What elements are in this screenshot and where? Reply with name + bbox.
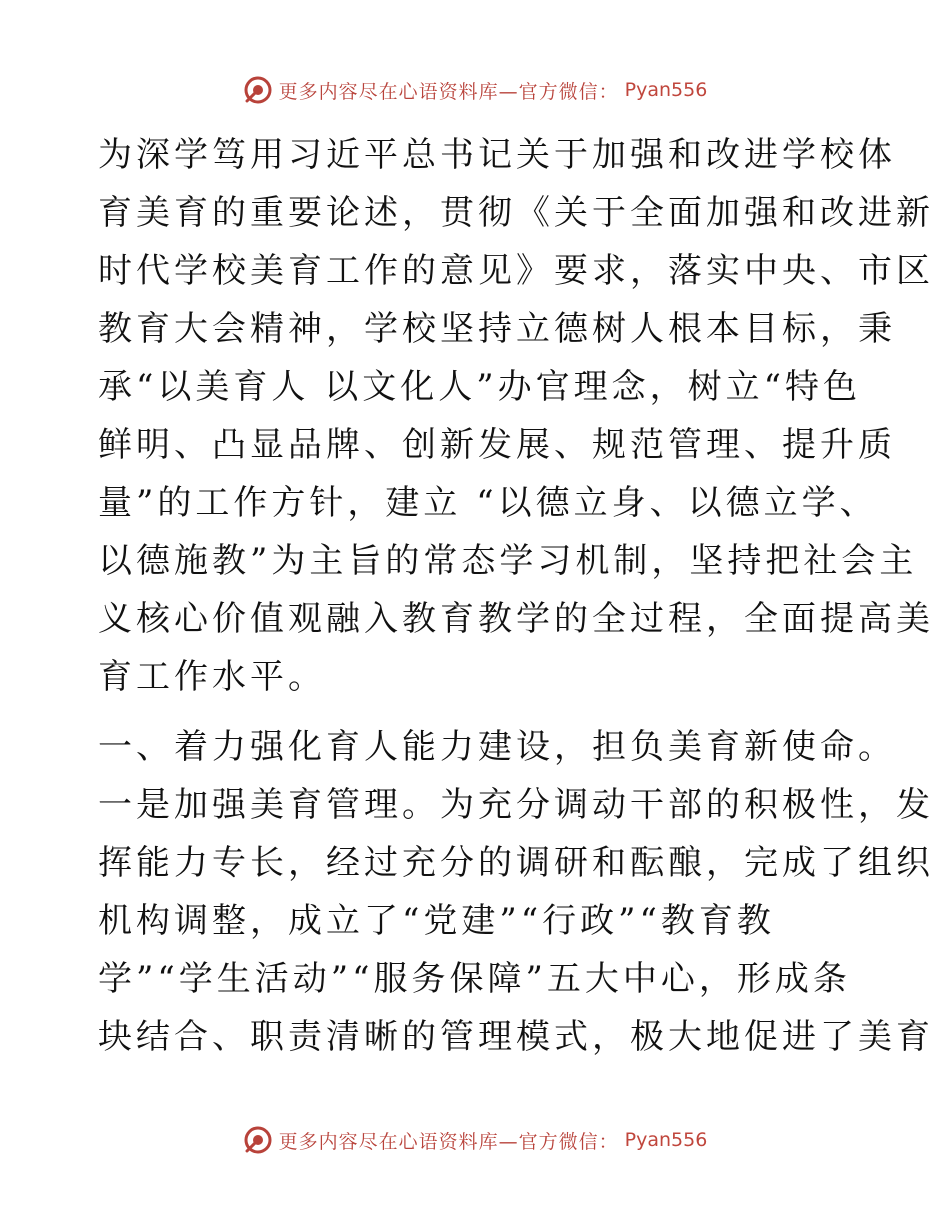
text-line: 机构调整，成立了“党建”“行政”“教育教: [98, 901, 775, 941]
text-line: 一是加强美育管理。为充分调动干部的积极性，发: [98, 785, 934, 825]
text-line: 承“以美育人 以文化人”办官理念，树立“特色: [98, 367, 861, 407]
text-line: 量”的工作方针，建立 “以德立身、以德立学、: [98, 483, 878, 523]
text-line: 学”“学生活动”“服务保障”五大中心，形成条: [98, 959, 851, 999]
paragraph-gap: [98, 706, 858, 718]
text-line: 挥能力专长，经过充分的调研和酝酿，完成了组织: [98, 843, 934, 883]
paragraph-2: [98, 718, 934, 1066]
text-line: 时代学校美育工作的意见》要求，落实中央、市区: [98, 251, 934, 291]
brand-logo-icon: [243, 1125, 273, 1155]
text-line: 教育大会精神，学校坚持立德树人根本目标，秉: [98, 309, 896, 349]
text-line: 以德施教”为主旨的常态学习机制，坚持把社会主: [98, 541, 918, 581]
section-heading: 一、着力强化育人能力建设，担负美育新使命。: [98, 727, 896, 767]
text-line: 为深学笃用习近平总书记关于加强和改进学校体: [98, 135, 896, 175]
banner-text: 更多内容尽在心语资料库—官方微信：: [278, 80, 619, 103]
header-banner: [0, 70, 950, 110]
text-line: 育工作水平。: [98, 657, 326, 697]
brand-logo-icon: [243, 75, 273, 105]
banner-text: 更多内容尽在心语资料库—官方微信：: [278, 1130, 619, 1153]
text-line: 鲜明、凸显品牌、创新发展、规范管理、提升质: [98, 425, 896, 465]
text-line: 块结合、职责清晰的管理模式，极大地促进了美育: [98, 1017, 934, 1057]
text-line: 义核心价值观融入教育教学的全过程，全面提高美: [98, 599, 934, 639]
footer-banner: [0, 1120, 950, 1160]
wechat-id: Pyan556: [624, 79, 708, 101]
document-body: [98, 126, 934, 1066]
paragraph-1: [98, 126, 934, 706]
wechat-id: Pyan556: [624, 1129, 708, 1151]
text-line: 育美育的重要论述，贯彻《关于全面加强和改进新: [98, 193, 934, 233]
